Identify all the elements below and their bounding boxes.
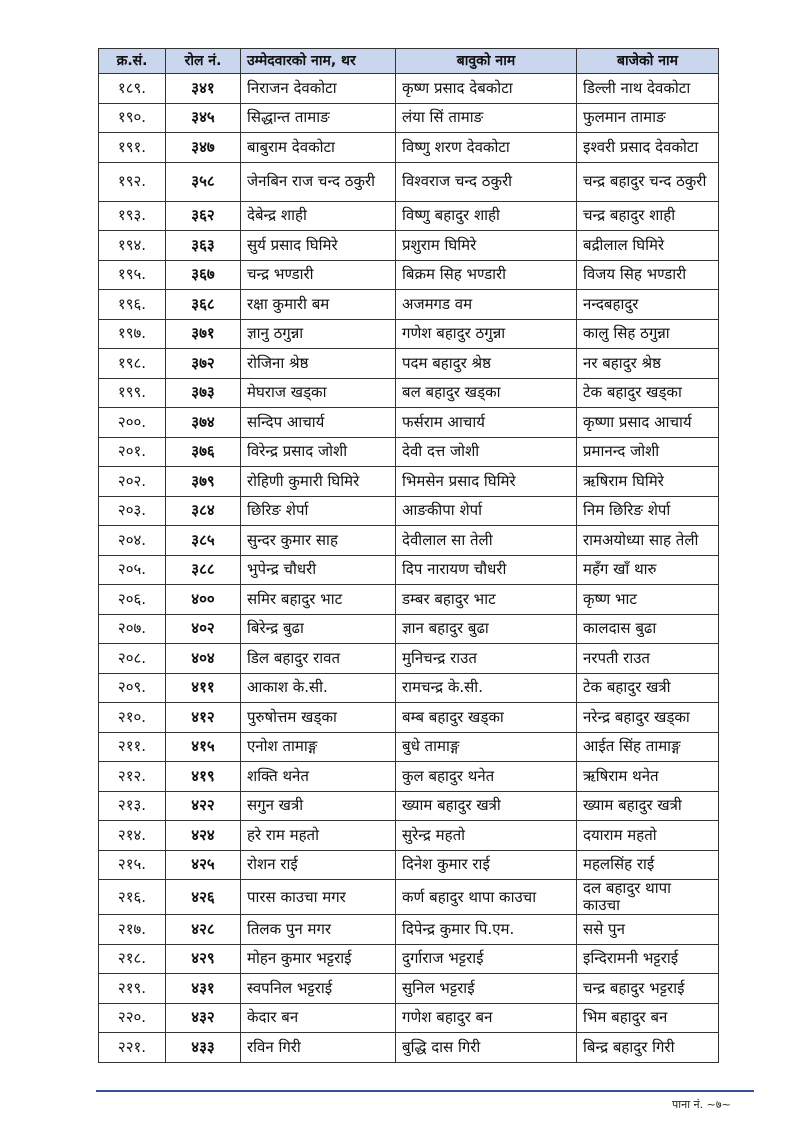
father-name-cell: प्रशुराम घिमिरे — [396, 231, 577, 261]
father-name-cell: फर्सराम आचार्य — [396, 408, 577, 438]
father-name-cell: दुर्गाराज भट्टराई — [396, 944, 577, 974]
father-name-cell: बुद्धि दास गिरी — [396, 1033, 577, 1063]
roll-number-cell: ३६२ — [166, 201, 241, 231]
grandfather-name-cell: डिल्ली नाथ देवकोटा — [577, 74, 719, 104]
serial-number-cell: १९५. — [99, 260, 166, 290]
table-row — [99, 821, 719, 851]
candidate-name-cell: एनोश तामाङ्ग — [241, 732, 396, 762]
serial-number-cell: १९४. — [99, 231, 166, 261]
serial-number-cell: २०६. — [99, 585, 166, 615]
grandfather-name-cell: नन्दबहादुर — [577, 290, 719, 320]
father-name-cell: अजमगड वम — [396, 290, 577, 320]
roll-number-cell: ४१५ — [166, 732, 241, 762]
candidate-name-cell: सन्दिप आचार्य — [241, 408, 396, 438]
table-row — [99, 673, 719, 703]
header-roll-number: रोल नं. — [166, 49, 241, 74]
roll-number-cell: ३६७ — [166, 260, 241, 290]
grandfather-name-cell: चन्द्र बहादुर भट्टराई — [577, 974, 719, 1004]
candidate-name-cell: रक्षा कुमारी बम — [241, 290, 396, 320]
roll-number-cell: ३५८ — [166, 162, 241, 201]
roll-number-cell: ४१९ — [166, 762, 241, 792]
serial-number-cell: २०२. — [99, 467, 166, 497]
serial-number-cell: २१९. — [99, 974, 166, 1004]
roll-number-cell: ४२६ — [166, 880, 241, 915]
father-name-cell: ख्याम बहादुर खत्री — [396, 791, 577, 821]
grandfather-name-cell: आईत सिंह तामाङ्ग — [577, 732, 719, 762]
roll-number-cell: ३६८ — [166, 290, 241, 320]
father-name-cell: देवीलाल सा तेली — [396, 526, 577, 556]
table-row — [99, 103, 719, 133]
table-row — [99, 732, 719, 762]
father-name-cell: लंया सिं तामाङ — [396, 103, 577, 133]
father-name-cell: विश्वराज चन्द ठकुरी — [396, 162, 577, 201]
grandfather-name-cell: विजय सिह भण्डारी — [577, 260, 719, 290]
table-body — [99, 74, 719, 1063]
grandfather-name-cell: इन्दिरामनी भट्टराई — [577, 944, 719, 974]
roll-number-cell: ४३३ — [166, 1033, 241, 1063]
table-row — [99, 880, 719, 915]
father-name-cell: देवी दत्त जोशी — [396, 437, 577, 467]
serial-number-cell: २१२. — [99, 762, 166, 792]
grandfather-name-cell: इश्वरी प्रसाद देवकोटा — [577, 133, 719, 163]
page-number: पाना नं. ~७~ — [672, 1098, 731, 1111]
serial-number-cell: २०८. — [99, 644, 166, 674]
grandfather-name-cell: ऋषिराम घिमिरे — [577, 467, 719, 497]
roll-number-cell: ३८८ — [166, 555, 241, 585]
table-row — [99, 260, 719, 290]
father-name-cell: बिक्रम सिह भण्डारी — [396, 260, 577, 290]
table-row — [99, 762, 719, 792]
candidate-name-cell: देबेन्द्र शाही — [241, 201, 396, 231]
serial-number-cell: १९९. — [99, 378, 166, 408]
candidate-name-cell: स्वपनिल भट्टराई — [241, 974, 396, 1004]
grandfather-name-cell: रामअयोध्या साह तेली — [577, 526, 719, 556]
grandfather-name-cell: फुलमान तामाङ — [577, 103, 719, 133]
table-row — [99, 703, 719, 733]
roll-number-cell: ३७४ — [166, 408, 241, 438]
father-name-cell: गणेश बहादुर ठगुन्ना — [396, 319, 577, 349]
grandfather-name-cell: महलसिंह राई — [577, 850, 719, 880]
father-name-cell: भिमसेन प्रसाद घिमिरे — [396, 467, 577, 497]
grandfather-name-cell: चन्द्र बहादुर चन्द ठकुरी — [577, 162, 719, 201]
table-row — [99, 378, 719, 408]
candidate-name-cell: सिद्धान्त तामाङ — [241, 103, 396, 133]
grandfather-name-cell: दल बहादुर थापा काउचा — [577, 880, 719, 915]
candidate-name-cell: मोहन कुमार भट्टराई — [241, 944, 396, 974]
grandfather-name-cell: महँग खाँ थारु — [577, 555, 719, 585]
father-name-cell: दिपेन्द्र कुमार पि.एम. — [396, 915, 577, 945]
father-name-cell: विष्णु शरण देवकोटा — [396, 133, 577, 163]
grandfather-name-cell: ससे पुन — [577, 915, 719, 945]
table-row — [99, 231, 719, 261]
table-row — [99, 201, 719, 231]
serial-number-cell: २१५. — [99, 850, 166, 880]
father-name-cell: दिनेश कुमार राई — [396, 850, 577, 880]
table-row — [99, 915, 719, 945]
roll-number-cell: ३८५ — [166, 526, 241, 556]
header-grandfather-name: बाजेको नाम — [577, 49, 719, 74]
serial-number-cell: १९३. — [99, 201, 166, 231]
father-name-cell: विष्णु बहादुर शाही — [396, 201, 577, 231]
table-row — [99, 944, 719, 974]
candidate-name-cell: रोहिणी कुमारी घिमिरे — [241, 467, 396, 497]
candidate-name-cell: ज्ञानु ठगुन्ना — [241, 319, 396, 349]
table-row — [99, 290, 719, 320]
roll-number-cell: ३४७ — [166, 133, 241, 163]
father-name-cell: मुनिचन्द्र राउत — [396, 644, 577, 674]
serial-number-cell: १९२. — [99, 162, 166, 201]
serial-number-cell: २१८. — [99, 944, 166, 974]
header-serial-number: क्र.सं. — [99, 49, 166, 74]
serial-number-cell: २०९. — [99, 673, 166, 703]
serial-number-cell: २००. — [99, 408, 166, 438]
roll-number-cell: ४२४ — [166, 821, 241, 851]
candidate-name-cell: भुपेन्द्र चौधरी — [241, 555, 396, 585]
roll-number-cell: ४२८ — [166, 915, 241, 945]
grandfather-name-cell: भिम बहादुर बन — [577, 1003, 719, 1033]
father-name-cell: दिप नारायण चौधरी — [396, 555, 577, 585]
candidate-name-cell: सुर्य प्रसाद घिमिरे — [241, 231, 396, 261]
father-name-cell: आङकीपा शेर्पा — [396, 496, 577, 526]
candidate-name-cell: डिल बहादुर रावत — [241, 644, 396, 674]
table-row — [99, 585, 719, 615]
serial-number-cell: २१०. — [99, 703, 166, 733]
grandfather-name-cell: टेक बहादुर खड्का — [577, 378, 719, 408]
candidate-table — [98, 48, 719, 1063]
table-row — [99, 349, 719, 379]
roll-number-cell: ३७२ — [166, 349, 241, 379]
candidate-name-cell: जेनबिन राज चन्द ठकुरी — [241, 162, 396, 201]
serial-number-cell: १९८. — [99, 349, 166, 379]
candidate-name-cell: रोशन राई — [241, 850, 396, 880]
grandfather-name-cell: नरपती राउत — [577, 644, 719, 674]
candidate-name-cell: रोजिना श्रेष्ठ — [241, 349, 396, 379]
candidate-name-cell: आकाश के.सी. — [241, 673, 396, 703]
serial-number-cell: २०४. — [99, 526, 166, 556]
roll-number-cell: ४०० — [166, 585, 241, 615]
father-name-cell: कृष्ण प्रसाद देबकोटा — [396, 74, 577, 104]
header-row — [99, 49, 719, 74]
serial-number-cell: २०७. — [99, 614, 166, 644]
serial-number-cell: २२०. — [99, 1003, 166, 1033]
grandfather-name-cell: ऋषिराम थनेत — [577, 762, 719, 792]
father-name-cell: बम्ब बहादुर खड्का — [396, 703, 577, 733]
table-header — [99, 49, 719, 74]
grandfather-name-cell: ख्याम बहादुर खत्री — [577, 791, 719, 821]
father-name-cell: गणेश बहादुर बन — [396, 1003, 577, 1033]
table-row — [99, 974, 719, 1004]
table-row — [99, 467, 719, 497]
serial-number-cell: २१४. — [99, 821, 166, 851]
serial-number-cell: २११. — [99, 732, 166, 762]
table-row — [99, 644, 719, 674]
candidate-name-cell: विरेन्द्र प्रसाद जोशी — [241, 437, 396, 467]
serial-number-cell: २१३. — [99, 791, 166, 821]
father-name-cell: सुरेन्द्र महतो — [396, 821, 577, 851]
roll-number-cell: ४०२ — [166, 614, 241, 644]
roll-number-cell: ४११ — [166, 673, 241, 703]
father-name-cell: ज्ञान बहादुर बुढा — [396, 614, 577, 644]
candidate-name-cell: निराजन देवकोटा — [241, 74, 396, 104]
grandfather-name-cell: चन्द्र बहादुर शाही — [577, 201, 719, 231]
candidate-name-cell: रविन गिरी — [241, 1033, 396, 1063]
serial-number-cell: २१६. — [99, 880, 166, 915]
serial-number-cell: १९६. — [99, 290, 166, 320]
candidate-name-cell: समिर बहादुर भाट — [241, 585, 396, 615]
roll-number-cell: ३६३ — [166, 231, 241, 261]
serial-number-cell: २२१. — [99, 1033, 166, 1063]
roll-number-cell: ३७१ — [166, 319, 241, 349]
table-row — [99, 496, 719, 526]
candidate-name-cell: चन्द्र भण्डारी — [241, 260, 396, 290]
table-row — [99, 437, 719, 467]
table-row — [99, 526, 719, 556]
candidate-name-cell: बिरेन्द्र बुढा — [241, 614, 396, 644]
serial-number-cell: १९०. — [99, 103, 166, 133]
header-candidate-name: उम्मेदवारको नाम, थर — [241, 49, 396, 74]
results-sheet — [98, 48, 718, 1063]
candidate-name-cell: पारस काउचा मगर — [241, 880, 396, 915]
candidate-name-cell: पुरुषोत्तम खड्का — [241, 703, 396, 733]
father-name-cell: सुनिल भट्टराई — [396, 974, 577, 1004]
table-row — [99, 319, 719, 349]
table-row — [99, 850, 719, 880]
father-name-cell: कर्ण बहादुर थापा काउचा — [396, 880, 577, 915]
roll-number-cell: ४१२ — [166, 703, 241, 733]
father-name-cell: कुल बहादुर थनेत — [396, 762, 577, 792]
table-row — [99, 133, 719, 163]
grandfather-name-cell: निम छिरिङ शेर्पा — [577, 496, 719, 526]
grandfather-name-cell: कृष्ण भाट — [577, 585, 719, 615]
serial-number-cell: २१७. — [99, 915, 166, 945]
serial-number-cell: १९७. — [99, 319, 166, 349]
serial-number-cell: २०५. — [99, 555, 166, 585]
father-name-cell: पदम बहादुर श्रेष्ठ — [396, 349, 577, 379]
roll-number-cell: ३७३ — [166, 378, 241, 408]
roll-number-cell: ४२९ — [166, 944, 241, 974]
roll-number-cell: ४२५ — [166, 850, 241, 880]
father-name-cell: रामचन्द्र के.सी. — [396, 673, 577, 703]
table-row — [99, 162, 719, 201]
serial-number-cell: २०३. — [99, 496, 166, 526]
grandfather-name-cell: बिन्द्र बहादुर गिरी — [577, 1033, 719, 1063]
table-row — [99, 74, 719, 104]
table-row — [99, 791, 719, 821]
grandfather-name-cell: दयाराम महतो — [577, 821, 719, 851]
roll-number-cell: ४३१ — [166, 974, 241, 1004]
candidate-name-cell: बाबुराम देवकोटा — [241, 133, 396, 163]
grandfather-name-cell: कृष्णा प्रसाद आचार्य — [577, 408, 719, 438]
table-row — [99, 1003, 719, 1033]
grandfather-name-cell: बद्रीलाल घिमिरे — [577, 231, 719, 261]
candidate-name-cell: सगुन खत्री — [241, 791, 396, 821]
grandfather-name-cell: कालु सिह ठगुन्ना — [577, 319, 719, 349]
father-name-cell: डम्बर बहादुर भाट — [396, 585, 577, 615]
roll-number-cell: ३८४ — [166, 496, 241, 526]
candidate-name-cell: केदार बन — [241, 1003, 396, 1033]
table-row — [99, 408, 719, 438]
footer-rule — [96, 1090, 754, 1092]
serial-number-cell: १८९. — [99, 74, 166, 104]
serial-number-cell: १९१. — [99, 133, 166, 163]
roll-number-cell: ३४१ — [166, 74, 241, 104]
grandfather-name-cell: प्रमानन्द जोशी — [577, 437, 719, 467]
roll-number-cell: ४२२ — [166, 791, 241, 821]
grandfather-name-cell: कालदास बुढा — [577, 614, 719, 644]
candidate-name-cell: सुन्दर कुमार साह — [241, 526, 396, 556]
table-row — [99, 614, 719, 644]
roll-number-cell: ४०४ — [166, 644, 241, 674]
candidate-name-cell: हरे राम महतो — [241, 821, 396, 851]
grandfather-name-cell: टेक बहादुर खत्री — [577, 673, 719, 703]
serial-number-cell: २०१. — [99, 437, 166, 467]
roll-number-cell: ३७९ — [166, 467, 241, 497]
candidate-name-cell: तिलक पुन मगर — [241, 915, 396, 945]
grandfather-name-cell: नरेन्द्र बहादुर खड्का — [577, 703, 719, 733]
grandfather-name-cell: नर बहादुर श्रेष्ठ — [577, 349, 719, 379]
roll-number-cell: ३७६ — [166, 437, 241, 467]
roll-number-cell: ३४५ — [166, 103, 241, 133]
header-father-name: बावुको नाम — [396, 49, 577, 74]
father-name-cell: बल बहादुर खड्का — [396, 378, 577, 408]
candidate-name-cell: छिरिङ शेर्पा — [241, 496, 396, 526]
table-row — [99, 1033, 719, 1063]
candidate-name-cell: मेघराज खड्का — [241, 378, 396, 408]
table-row — [99, 555, 719, 585]
father-name-cell: बुधे तामाङ्ग — [396, 732, 577, 762]
candidate-name-cell: शक्ति थनेत — [241, 762, 396, 792]
roll-number-cell: ४३२ — [166, 1003, 241, 1033]
